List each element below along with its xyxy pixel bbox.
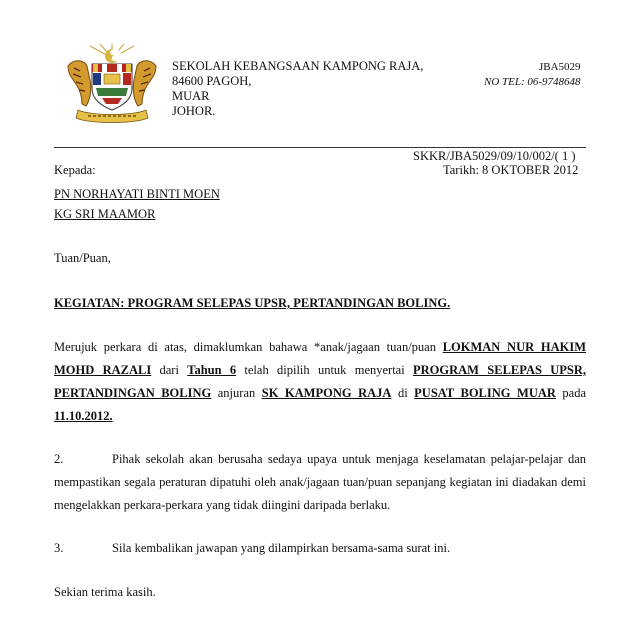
- venue-name: PUSAT BOLING MUAR: [414, 386, 556, 400]
- paragraph-2-number: 2.: [54, 452, 64, 466]
- p1-text-6: pada: [555, 386, 587, 400]
- reference-number: SKKR/JBA5029/09/10/002/( 1 ): [413, 149, 576, 163]
- event-date: 11.10.2012.: [54, 409, 113, 423]
- paragraph-1: [54, 336, 586, 428]
- p1-text-4: anjuran: [211, 386, 262, 400]
- coat-of-arms-logo: [60, 44, 164, 124]
- school-address-line-3: JOHOR.: [172, 104, 216, 118]
- p1-text-3: telah dipilih untuk menyertai: [236, 363, 414, 377]
- p1-text-2: dari: [151, 363, 188, 377]
- p1-text-1: Merujuk perkara di atas, dimaklumkan bahawa *anak/jagaan tuan/puan: [54, 340, 443, 354]
- recipient-address: KG SRI MAAMOR: [54, 207, 156, 221]
- recipient-name: PN NORHAYATI BINTI MOEN: [54, 187, 220, 201]
- salutation: Tuan/Puan,: [54, 251, 111, 265]
- school-code: JBA5029: [539, 61, 581, 73]
- school-name: SEKOLAH KEBANGSAAN KAMPONG RAJA,: [172, 59, 424, 73]
- student-name: LOKMAN NUR HAKIM MOHD RAZALI: [54, 340, 586, 377]
- paragraph-2: [54, 448, 586, 517]
- school-telephone: NO TEL: 06-9748648: [484, 76, 581, 88]
- letter-subject: KEGIATAN: PROGRAM SELEPAS UPSR, PERTANDINGAN BOLING.: [54, 296, 451, 310]
- paragraph-3-number: 3.: [54, 541, 64, 555]
- paragraph-2-text: Pihak sekolah akan berusaha sedaya upaya untuk menjaga keselamatan pelajar-pelajar dan mempastikan segala peraturan dipatuhi oleh anak/jagaan tuan/puan sepanjang kegiatan ini diadakan demi mengelakkan perkara-perkara yang tidak diingini daripada berlaku.: [54, 452, 586, 512]
- closing-remark: Sekian terima kasih.: [54, 585, 156, 599]
- organizer-name: SK KAMPONG RAJA: [261, 386, 392, 400]
- school-address-line-2: MUAR: [172, 89, 210, 103]
- letter-date: Tarikh: 8 OKTOBER 2012: [443, 163, 579, 177]
- student-year: Tahun 6: [187, 363, 237, 377]
- paragraph-3-text: Sila kembalikan jawapan yang dilampirkan bersama-sama surat ini.: [112, 541, 451, 555]
- program-name: PROGRAM SELEPAS UPSR, PERTANDINGAN BOLING: [54, 363, 586, 400]
- p1-text-5: di: [391, 386, 415, 400]
- kepada-label: Kepada:: [54, 163, 96, 177]
- header-divider: [54, 147, 586, 148]
- school-address-line-1: 84600 PAGOH,: [172, 74, 252, 88]
